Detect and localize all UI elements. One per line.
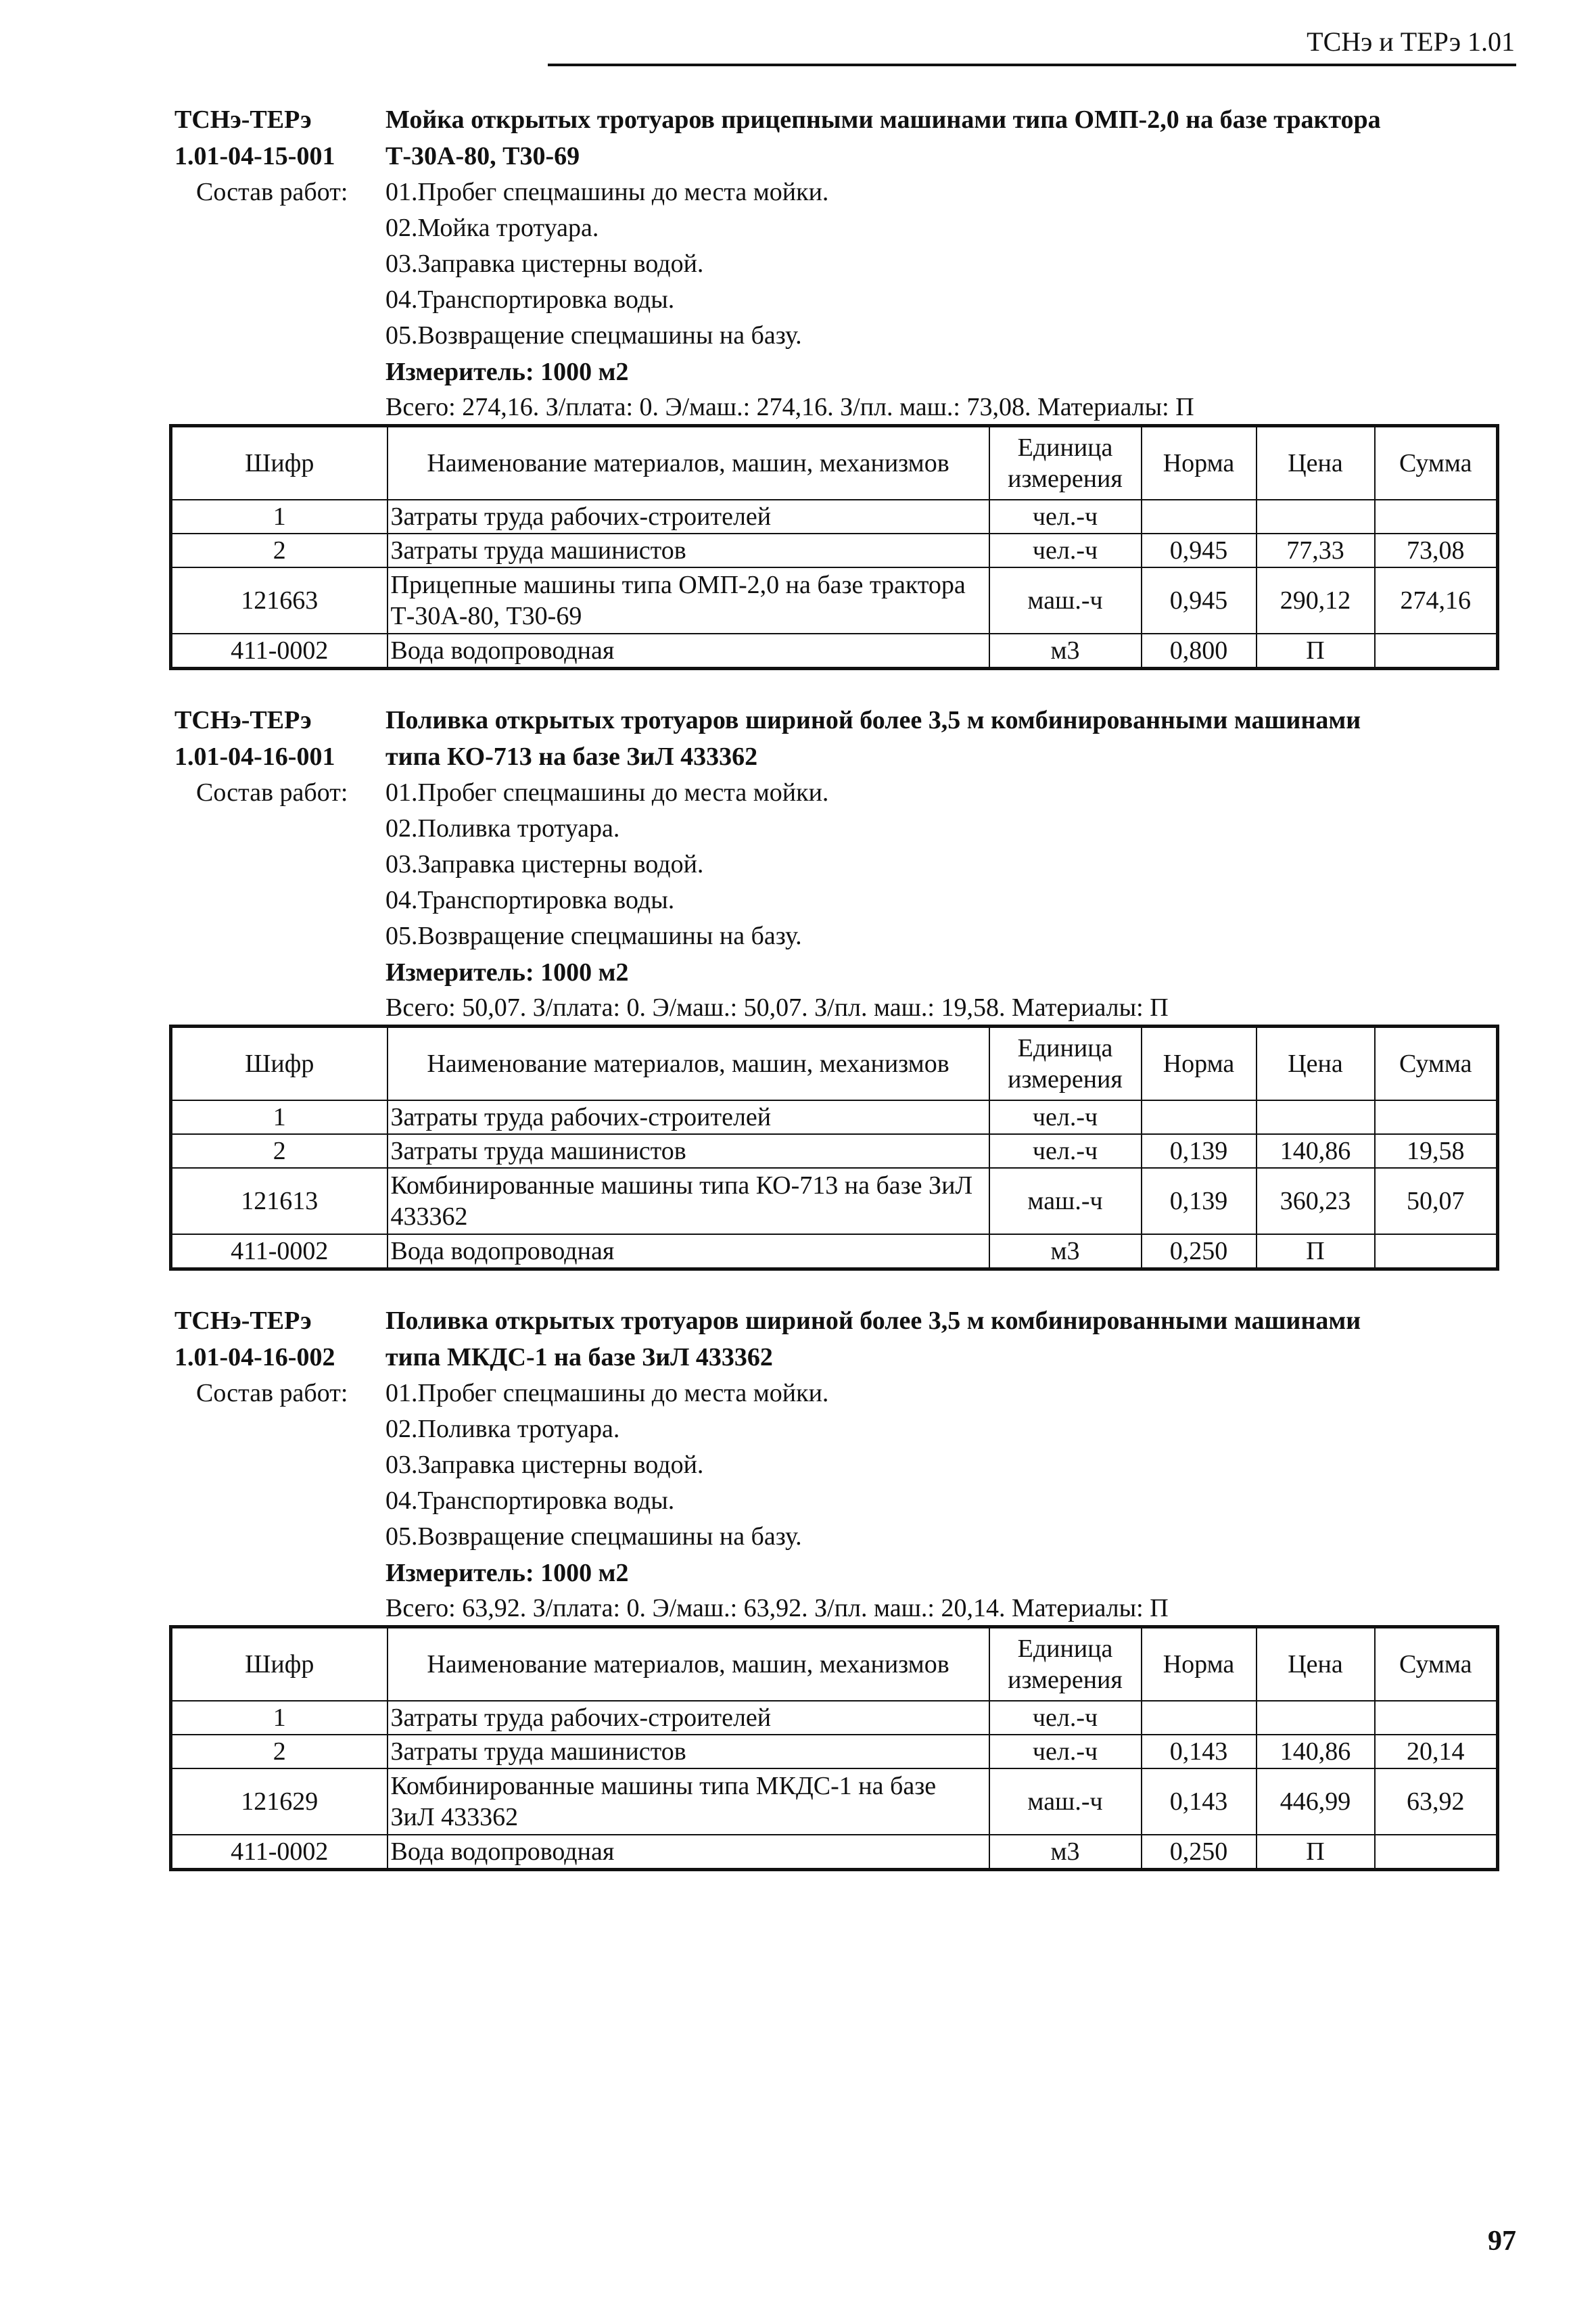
cell-code: 121663 [171,567,388,634]
cell-sum: 20,14 [1375,1735,1498,1768]
table-header-row [171,1027,1498,1101]
norm-code-prefix: ТСНэ-ТЕРэ [174,1307,312,1335]
cell-name: Затраты труда машинистов [388,534,989,567]
cell-sum [1375,634,1498,669]
norm-title-line: типа МКДС-1 на базе ЗиЛ 433362 [385,1343,773,1371]
measure-unit: Измеритель: 1000 м2 [385,358,629,386]
work-item: 02.Поливка тротуара. [385,1415,620,1443]
norm-title [385,702,1495,775]
col-header-price: Цена [1257,1627,1375,1702]
cell-norm: 0,945 [1142,534,1257,567]
cell-code: 411-0002 [171,634,388,669]
col-header-price: Цена [1257,1027,1375,1101]
measure-unit: Измеритель: 1000 м2 [385,958,629,987]
work-item: 01.Пробег спецмашины до места мойки. [385,778,829,807]
col-header-norm: Норма [1142,426,1257,500]
cell-price: 140,86 [1257,1735,1375,1768]
cell-code: 1 [171,1100,388,1134]
work-item: 01.Пробег спецмашины до места мойки. [385,1379,829,1407]
cell-norm [1142,1701,1257,1735]
work-item: 04.Транспортировка воды. [385,886,675,914]
norm-title-line: Поливка открытых тротуаров шириной более 3,5 м комбинированными машинами [385,1307,1361,1335]
header-rule [548,64,1516,66]
cell-norm: 0,139 [1142,1168,1257,1234]
cell-code: 1 [171,1701,388,1735]
cell-norm: 0,250 [1142,1234,1257,1269]
cell-unit: чел.-ч [989,1735,1142,1768]
work-item: 05.Возвращение спецмашины на базу. [385,321,802,350]
table-header-row [171,1627,1498,1702]
cell-price: 446,99 [1257,1768,1375,1835]
table-row [171,567,1498,634]
section-header [169,702,1496,775]
cell-price: 140,86 [1257,1134,1375,1168]
cell-name: Комбинированные машины типа КО-713 на базе ЗиЛ 433362 [388,1168,989,1234]
work-item: 05.Возвращение спецмашины на базу. [385,1522,802,1551]
cell-norm: 0,945 [1142,567,1257,634]
cell-price: 77,33 [1257,534,1375,567]
cell-unit: м3 [989,634,1142,669]
col-header-unit: Единица измерения [989,426,1142,500]
norm-code [174,702,377,775]
cell-price: П [1257,1835,1375,1870]
cell-sum [1375,1835,1498,1870]
col-header-norm: Норма [1142,1027,1257,1101]
cell-name: Затраты труда машинистов [388,1735,989,1768]
norm-title-line: типа КО-713 на базе ЗиЛ 433362 [385,743,758,771]
table-row [171,634,1498,669]
cell-sum: 63,92 [1375,1768,1498,1835]
works-list [385,174,1496,354]
norm-code-prefix: ТСНэ-ТЕРэ [174,105,312,134]
col-header-sum: Сумма [1375,1627,1498,1702]
col-header-price: Цена [1257,426,1375,500]
totals-line: Всего: 63,92. З/плата: 0. Э/маш.: 63,92. З/пл. маш.: 20,14. Материалы: П [385,1594,1169,1622]
norm-title-line: Мойка открытых тротуаров прицепными машинами типа ОМП-2,0 на базе трактора [385,105,1381,134]
table-row [171,1768,1498,1835]
table-row [171,1735,1498,1768]
cell-sum: 73,08 [1375,534,1498,567]
work-item: 02.Мойка тротуара. [385,214,599,242]
cell-unit: чел.-ч [989,1701,1142,1735]
cell-sum [1375,1701,1498,1735]
cell-norm: 0,139 [1142,1134,1257,1168]
cell-name: Прицепные машины типа ОМП-2,0 на базе трактора Т-30А-80, Т30-69 [388,567,989,634]
cell-code: 121629 [171,1768,388,1835]
work-item: 02.Поливка тротуара. [385,814,620,843]
col-header-unit: Единица измерения [989,1627,1142,1702]
work-item: 03.Заправка цистерны водой. [385,250,704,278]
col-header-name: Наименование материалов, машин, механизмов [388,1627,989,1702]
measure-unit: Измеритель: 1000 м2 [385,1559,629,1587]
cell-sum [1375,1234,1498,1269]
work-item: 05.Возвращение спецмашины на базу. [385,922,802,950]
cell-price: 290,12 [1257,567,1375,634]
table-row [171,500,1498,534]
works-label: Состав работ: [196,1379,348,1407]
cell-code: 2 [171,534,388,567]
norm-code-number: 1.01-04-16-002 [174,1343,335,1371]
cell-unit: маш.-ч [989,1168,1142,1234]
cell-unit: м3 [989,1234,1142,1269]
norm-title [385,101,1495,174]
col-header-code: Шифр [171,426,388,500]
cell-sum: 19,58 [1375,1134,1498,1168]
cell-unit: чел.-ч [989,500,1142,534]
cell-unit: маш.-ч [989,567,1142,634]
works-list [385,775,1496,954]
cell-code: 411-0002 [171,1234,388,1269]
cell-code: 411-0002 [171,1835,388,1870]
col-header-sum: Сумма [1375,1027,1498,1101]
cell-unit: маш.-ч [989,1768,1142,1835]
running-head: ТСНэ и ТЕРэ 1.01 [1307,26,1515,57]
norm-section [169,101,1496,670]
cell-name: Затраты труда машинистов [388,1134,989,1168]
cell-price: 360,23 [1257,1168,1375,1234]
cell-name: Затраты труда рабочих-строителей [388,1100,989,1134]
cell-price [1257,1701,1375,1735]
table-row [171,1134,1498,1168]
cell-name: Затраты труда рабочих-строителей [388,1701,989,1735]
cell-price [1257,500,1375,534]
cell-sum: 50,07 [1375,1168,1498,1234]
cell-code: 121613 [171,1168,388,1234]
norm-section [169,702,1496,1271]
works-block [169,775,1496,954]
section-header [169,1303,1496,1376]
works-block [169,1376,1496,1555]
cell-name: Комбинированные машины типа МКДС-1 на базе ЗиЛ 433362 [388,1768,989,1835]
table-row [171,1168,1498,1234]
cell-name: Вода водопроводная [388,634,989,669]
norms-table [169,1025,1499,1271]
norm-title-line: Т-30А-80, Т30-69 [385,142,580,170]
cell-unit: чел.-ч [989,1134,1142,1168]
section-header [169,101,1496,174]
norm-code-prefix: ТСНэ-ТЕРэ [174,706,312,734]
cell-norm [1142,500,1257,534]
norm-code [174,1303,377,1376]
cell-price: П [1257,634,1375,669]
cell-sum: 274,16 [1375,567,1498,634]
totals-line: Всего: 50,07. З/плата: 0. Э/маш.: 50,07. З/пл. маш.: 19,58. Материалы: П [385,993,1169,1022]
norm-title-line: Поливка открытых тротуаров шириной более 3,5 м комбинированными машинами [385,706,1361,734]
page-number: 97 [1488,2226,1516,2257]
cell-sum [1375,1100,1498,1134]
col-header-name: Наименование материалов, машин, механизмов [388,426,989,500]
norm-code-number: 1.01-04-16-001 [174,743,335,771]
cell-unit: чел.-ч [989,534,1142,567]
cell-name: Вода водопроводная [388,1835,989,1870]
works-block [169,174,1496,354]
cell-code: 2 [171,1735,388,1768]
cell-norm: 0,143 [1142,1768,1257,1835]
work-item: 04.Транспортировка воды. [385,1486,675,1515]
norm-section [169,1303,1496,1871]
work-item: 04.Транспортировка воды. [385,285,675,314]
cell-name: Затраты труда рабочих-строителей [388,500,989,534]
works-label: Состав работ: [196,778,348,807]
works-label: Состав работ: [196,178,348,206]
cell-unit: м3 [989,1835,1142,1870]
table-row [171,534,1498,567]
table-row [171,1701,1498,1735]
norms-table [169,424,1499,670]
col-header-norm: Норма [1142,1627,1257,1702]
table-row [171,1100,1498,1134]
norm-code [174,101,377,174]
works-list [385,1376,1496,1555]
cell-norm: 0,143 [1142,1735,1257,1768]
col-header-sum: Сумма [1375,426,1498,500]
col-header-unit: Единица измерения [989,1027,1142,1101]
work-item: 03.Заправка цистерны водой. [385,850,704,878]
norms-table [169,1625,1499,1871]
cell-code: 1 [171,500,388,534]
col-header-code: Шифр [171,1627,388,1702]
cell-sum [1375,500,1498,534]
cell-norm: 0,800 [1142,634,1257,669]
col-header-code: Шифр [171,1027,388,1101]
norm-code-number: 1.01-04-15-001 [174,142,335,170]
table-row [171,1234,1498,1269]
cell-price: П [1257,1234,1375,1269]
table-row [171,1835,1498,1870]
totals-line: Всего: 274,16. З/плата: 0. Э/маш.: 274,16. З/пл. маш.: 73,08. Материалы: П [385,393,1194,421]
norm-title [385,1303,1495,1376]
table-header-row [171,426,1498,500]
cell-name: Вода водопроводная [388,1234,989,1269]
work-item: 01.Пробег спецмашины до места мойки. [385,178,829,206]
col-header-name: Наименование материалов, машин, механизмов [388,1027,989,1101]
cell-unit: чел.-ч [989,1100,1142,1134]
cell-norm [1142,1100,1257,1134]
work-item: 03.Заправка цистерны водой. [385,1451,704,1479]
cell-code: 2 [171,1134,388,1168]
cell-norm: 0,250 [1142,1835,1257,1870]
cell-price [1257,1100,1375,1134]
